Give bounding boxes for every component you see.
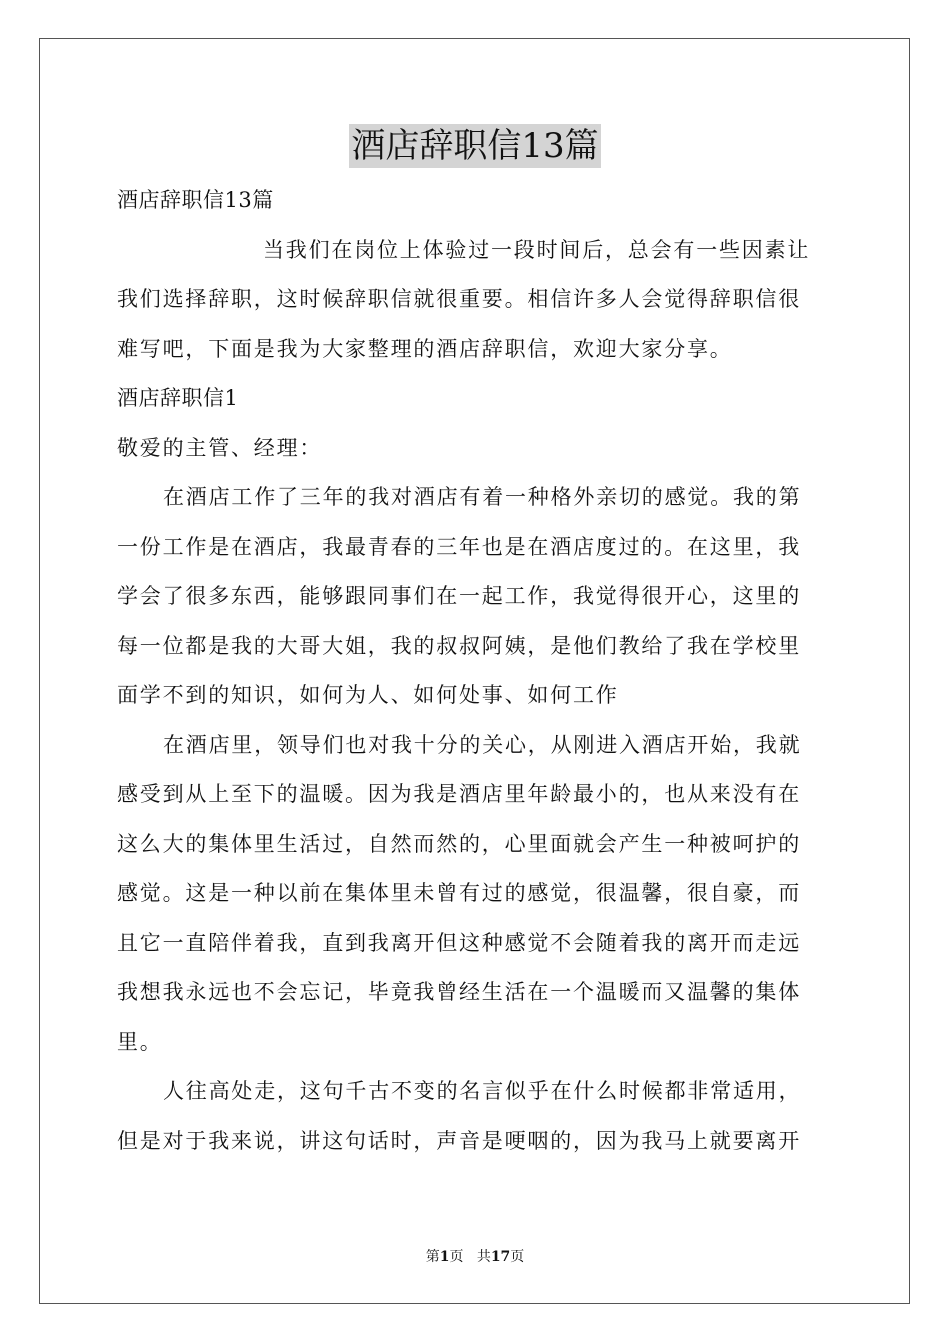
paragraph-line: 但是对于我来说，讲这句话时，声音是哽咽的，因为我马上就要离开 <box>117 1128 801 1153</box>
total-pages: 17 <box>490 1249 511 1265</box>
intro-line: 当我们在岗位上体验过一段时间后，总会有一些因素让 <box>263 237 811 262</box>
salutation: 敬爱的主管、经理： <box>117 435 323 460</box>
paragraph-line: 在酒店工作了三年的我对酒店有着一种格外亲切的感觉。我的第 <box>163 485 802 509</box>
page-suffix: 页 <box>449 1249 464 1265</box>
subtitle: 酒店辞职信13篇 <box>117 188 274 212</box>
paragraph-line: 学会了很多东西，能够跟同事们在一起工作，我觉得很开心，这里的 <box>117 584 801 608</box>
paragraph-line: 面学不到的知识，如何为人、如何处事、如何工作 <box>117 683 619 707</box>
document-title-wrapper <box>0 124 950 168</box>
intro-line: 难写吧，下面是我为大家整理的酒店辞职信，欢迎大家分享。 <box>117 336 733 361</box>
total-prefix: 共 <box>476 1249 491 1265</box>
paragraph-line: 这么大的集体里生活过，自然而然的，心里面就会产生一种被呵护的 <box>117 831 801 856</box>
paragraph-line: 在酒店里，领导们也对我十分的关心，从刚进入酒店开始，我就 <box>163 732 802 757</box>
paragraph-line: 我想我永远也不会忘记，毕竟我曾经生活在一个温暖而又温馨的集体 <box>117 980 801 1004</box>
document-title: 酒店辞职信13篇 <box>351 126 599 166</box>
page-number: 1 <box>439 1249 450 1265</box>
paragraph-line: 一份工作是在酒店，我最青春的三年也是在酒店度过的。在这里，我 <box>117 534 801 559</box>
paragraph-line: 每一位都是我的大哥大姐，我的叔叔阿姨，是他们教给了我在学校里 <box>117 633 801 658</box>
intro-line: 我们选择辞职，这时候辞职信就很重要。相信许多人会觉得辞职信很 <box>117 287 801 311</box>
document-body <box>117 176 839 1166</box>
paragraph-line: 人往高处走，这句千古不变的名言似乎在什么时候都非常适用， <box>163 1079 802 1103</box>
total-suffix: 页 <box>510 1249 525 1265</box>
paragraph-line: 感受到从上至下的温暖。因为我是酒店里年龄最小的，也从来没有在 <box>117 782 801 806</box>
paragraph-line: 感觉。这是一种以前在集体里未曾有过的感觉，很温馨，很自豪，而 <box>117 881 801 905</box>
page-footer <box>0 1246 950 1266</box>
letter-heading: 酒店辞职信1 <box>117 386 239 410</box>
paragraph-line: 且它一直陪伴着我，直到我离开但这种感觉不会随着我的离开而走远 <box>117 930 801 955</box>
paragraph-line: 里。 <box>117 1029 163 1054</box>
page-prefix: 第 <box>425 1249 440 1265</box>
